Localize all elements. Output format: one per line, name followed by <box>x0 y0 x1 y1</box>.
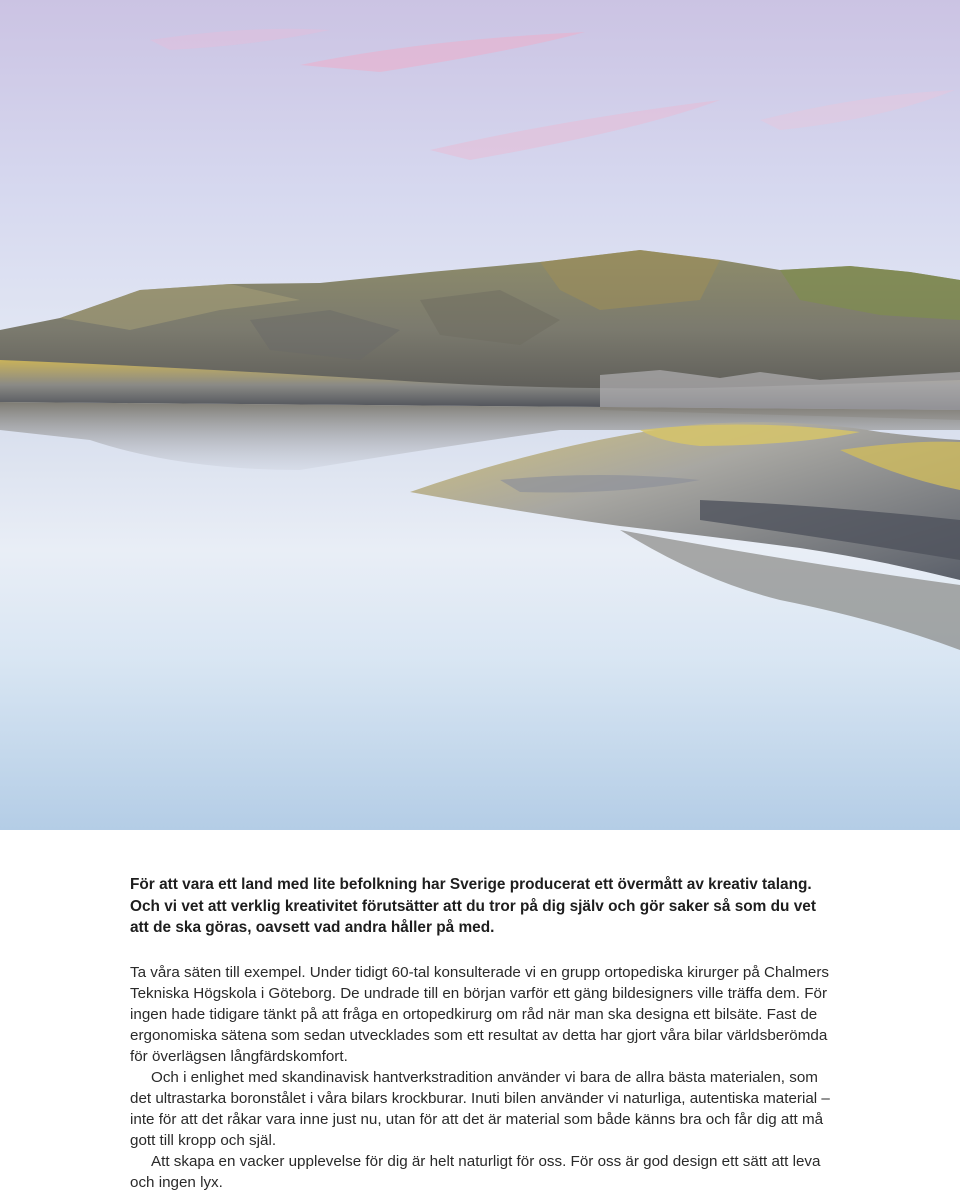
body-paragraph: Att skapa en vacker upplevelse för dig är helt naturligt för oss. För oss är god design ett sätt att leva och ingen lyx. <box>130 1153 821 1192</box>
lead-paragraph: För att vara ett land med lite befolkning har Sverige producerat ett övermått av kreativ talang. Och vi vet att verklig kreativitet förutsätter att du tror på dig själv och gör saker så som du vet att de ska göras, oavsett vad andra håller på med. <box>130 876 816 936</box>
body-paragraph: Ta våra säten till exempel. Under tidigt 60-tal konsulterade vi en grupp ortopediska kirurger på Chalmers Tekniska Högskola i Göteborg. De undrade till en början varför ett gäng bildesigners ville träffa dem. För ingen hade tidigare tänkt på att fråga en ortopedkirurg om råd när man ska designa ett bilsäte. Fast de ergonomiska sätena som sedan utvecklades som ett resultat av detta har gjort våra bilar världsberömda för överlägsen långfärdskomfort. <box>130 963 829 1065</box>
article-text <box>130 874 830 1194</box>
body-paragraph: Och i enlighet med skandinavisk hantverkstradition använder vi bara de allra bästa materialen, som det ultrastarka boronstålet i våra bilars krockburar. Inuti bilen använder vi naturliga, autentiska material – inte för att det råkar vara inne just nu, utan för att det är material som både känns bra och får dig att må gott till kropp och själ. <box>130 1068 830 1150</box>
